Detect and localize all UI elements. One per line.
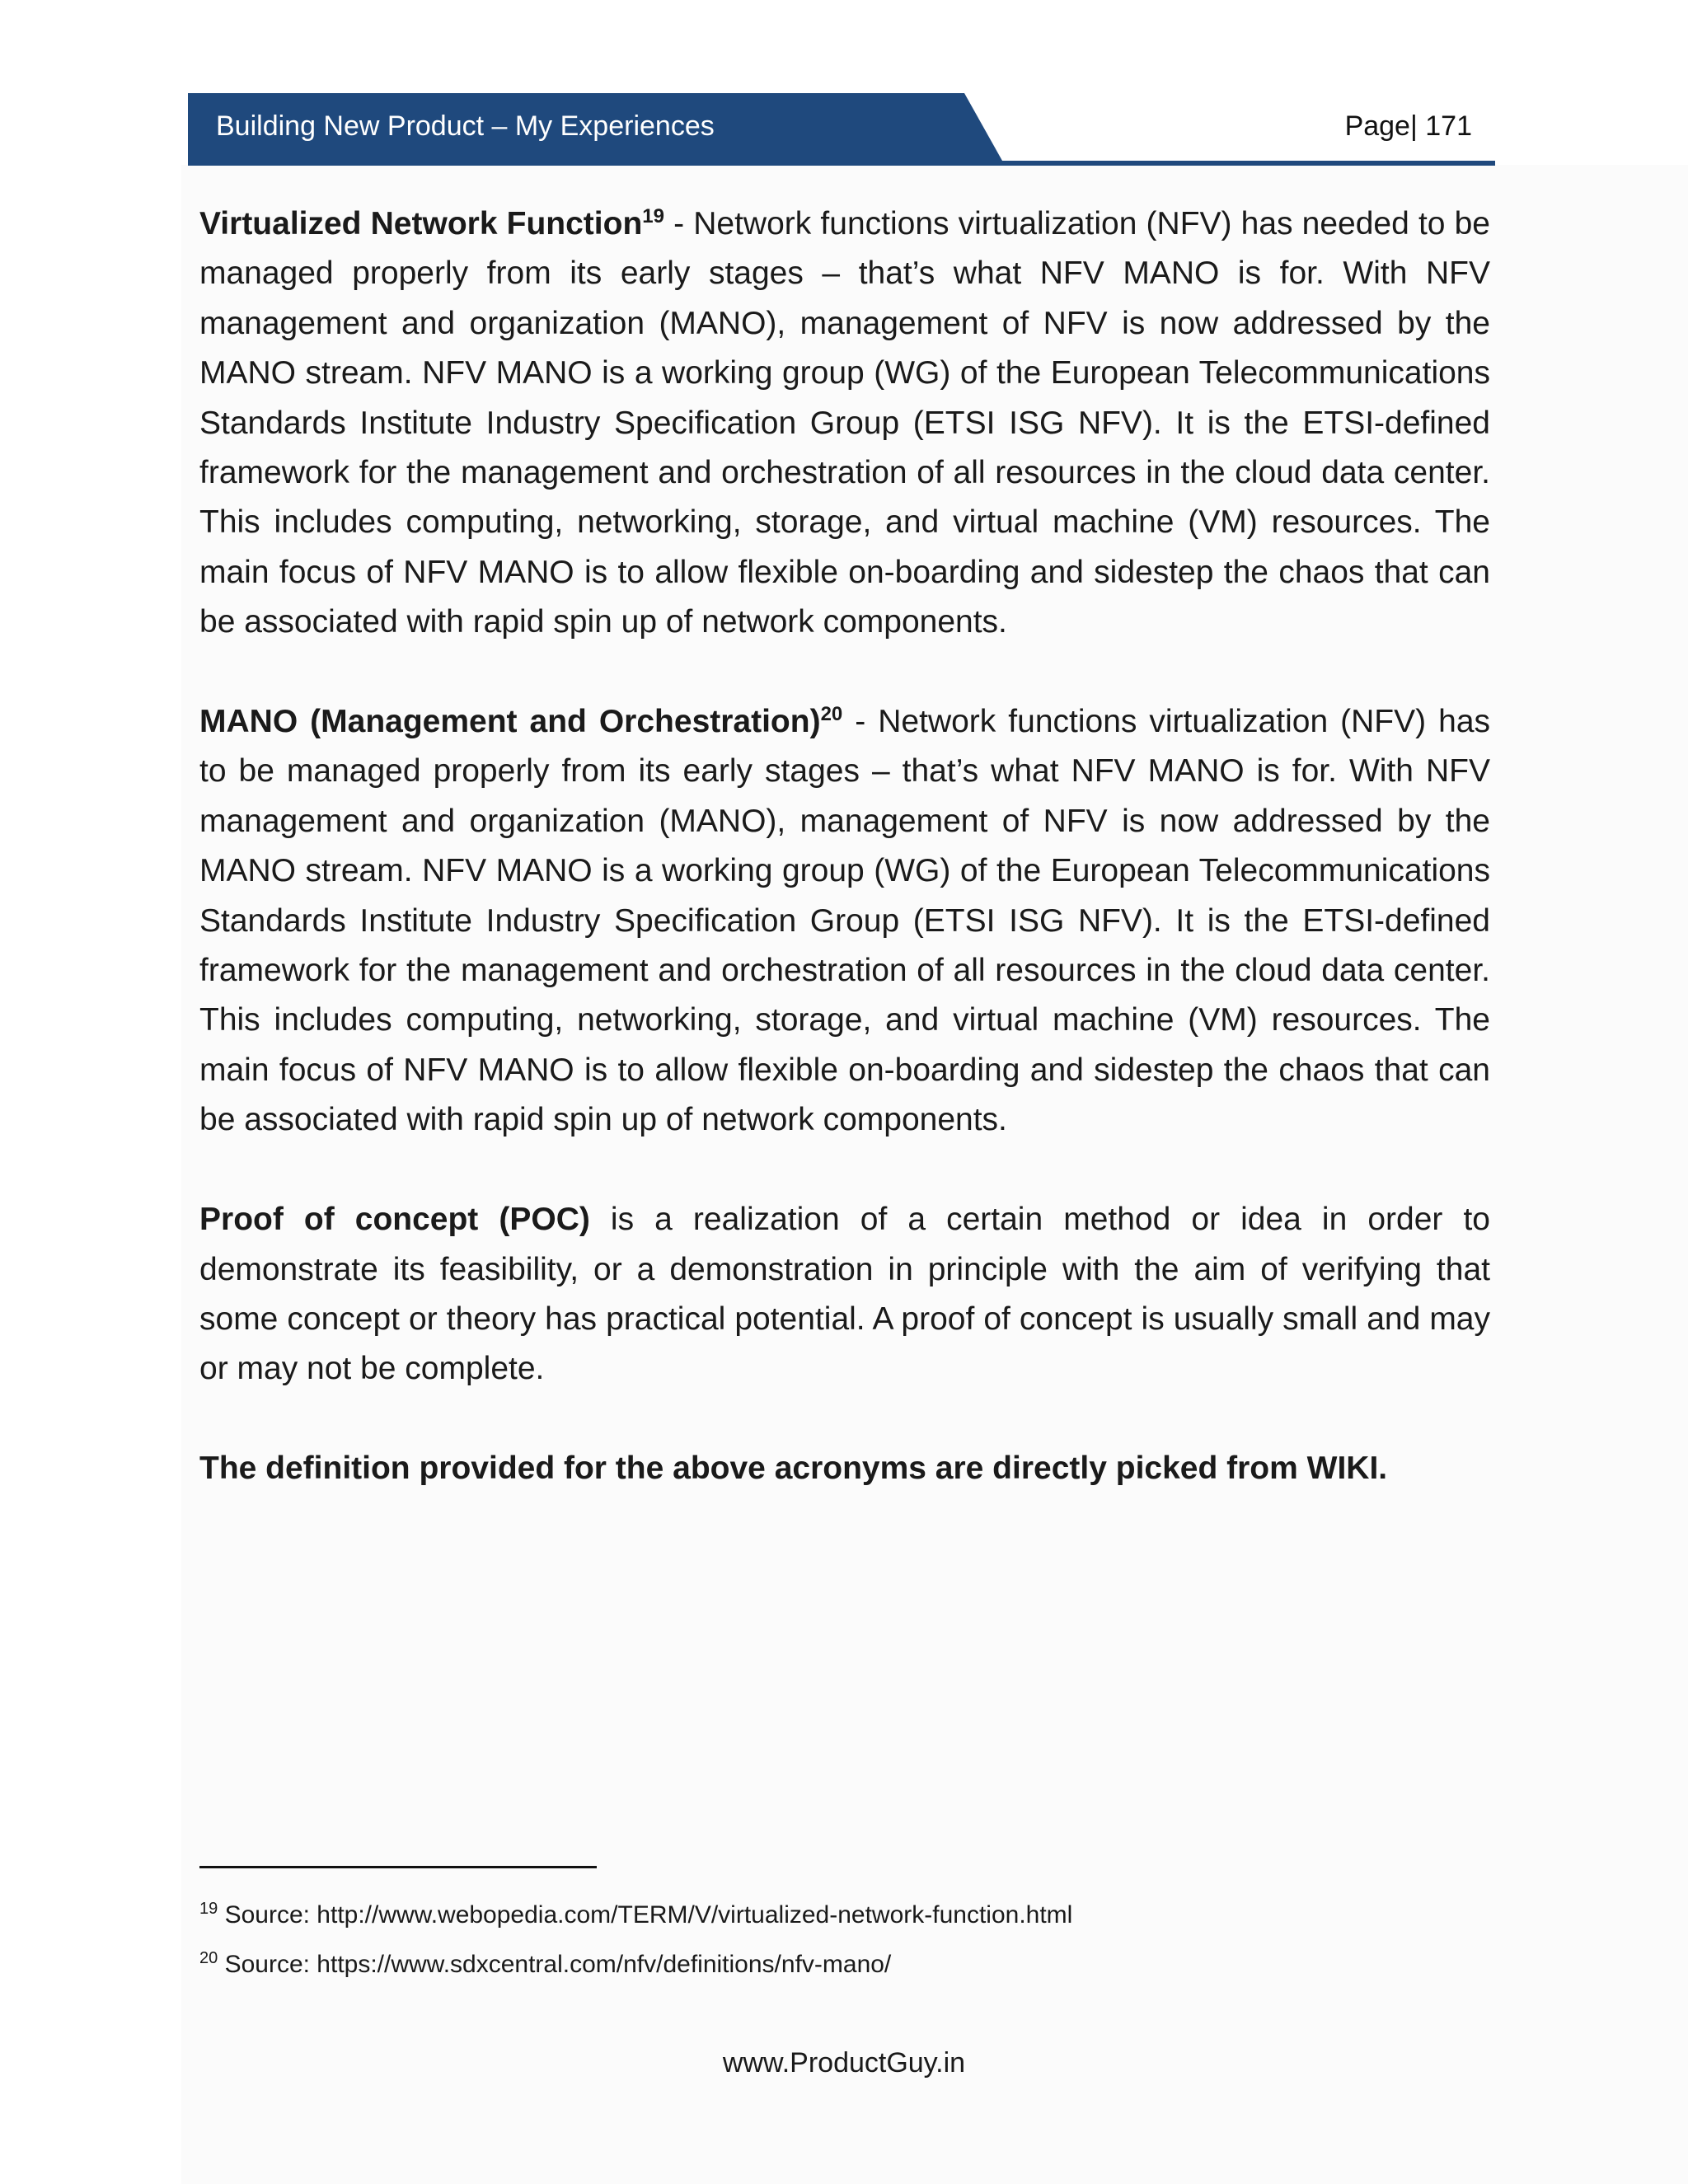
running-header <box>188 93 1495 166</box>
footnote-number: 20 <box>199 1949 218 1967</box>
term-vnf: Virtualized Network Function <box>199 206 643 241</box>
footnote-20 <box>199 1950 891 1980</box>
page-label: Page| <box>1344 110 1418 142</box>
definition-mano <box>199 697 1490 1146</box>
footnote-source: Source: http://www.webopedia.com/TERM/V/virtualized-network-function.html <box>218 1901 1073 1929</box>
term-poc: Proof of concept (POC) <box>199 1202 590 1238</box>
definition-poc <box>199 1195 1490 1394</box>
footnote-source: Source: https://www.sdxcentral.com/nfv/definitions/nfv-mano/ <box>218 1951 892 1978</box>
definition-vnf-body: - Network functions virtualization (NFV) has needed to be managed properly from its early stages – that’s what NFV MANO is for. With NFV management and organization (MANO), management of NFV is now addressed by the MANO stream. NFV MANO is a working group (WG) of the European Telecommunications Standards Institute Industry Specification Group (ETSI ISG NFV). It is the ETSI-defined framework for the management and orchestration of all resources in the cloud data center. This includes computing, networking, storage, and virtual machine (VM) resources. The main focus of NFV MANO is to allow flexible on-boarding and sidestep the chaos that can be associated with rapid spin up of network components. <box>199 206 1490 640</box>
closing-note-text: The definition provided for the above acronyms are directly picked from WIKI. <box>199 1451 1388 1487</box>
footnote-ref-20: 20 <box>820 703 843 726</box>
page-number-value: 171 <box>1425 110 1472 142</box>
footnote-separator <box>199 1866 597 1868</box>
definition-mano-body: - Network functions virtualization (NFV) has to be managed properly from its early stages – that’s what NFV MANO is for. With NFV management and organization (MANO), management of NFV is now addressed by the MANO stream. NFV MANO is a working group (WG) of the European Telecommunications Standards Institute Industry Specification Group (ETSI ISG NFV). It is the ETSI-defined framework for the management and orchestration of all resources in the cloud data center. This includes computing, networking, storage, and virtual machine (VM) resources. The main focus of NFV MANO is to allow flexible on-boarding and sidestep the chaos that can be associated with rapid spin up of network components. <box>199 704 1491 1138</box>
footnote-ref-19: 19 <box>642 205 664 227</box>
footnote-number: 19 <box>199 1900 218 1918</box>
definition-vnf <box>199 199 1490 648</box>
footnote-19 <box>199 1900 1072 1930</box>
footer-website: www.ProductGuy.in <box>722 2047 966 2079</box>
book-title: Building New Product – My Experiences <box>216 110 715 142</box>
main-content <box>199 199 1490 1494</box>
definition-poc-body: is a realization of a certain method or idea in order to demonstrate its feasibility, or a demonstration in principle with the aim of verifying that some concept or theory has practical potential. A proof of concept is usually small and may or may not be complete. <box>199 1202 1490 1387</box>
closing-note <box>199 1444 1490 1493</box>
term-mano: MANO (Management and Orchestration) <box>199 704 821 740</box>
page-number <box>1345 110 1472 143</box>
